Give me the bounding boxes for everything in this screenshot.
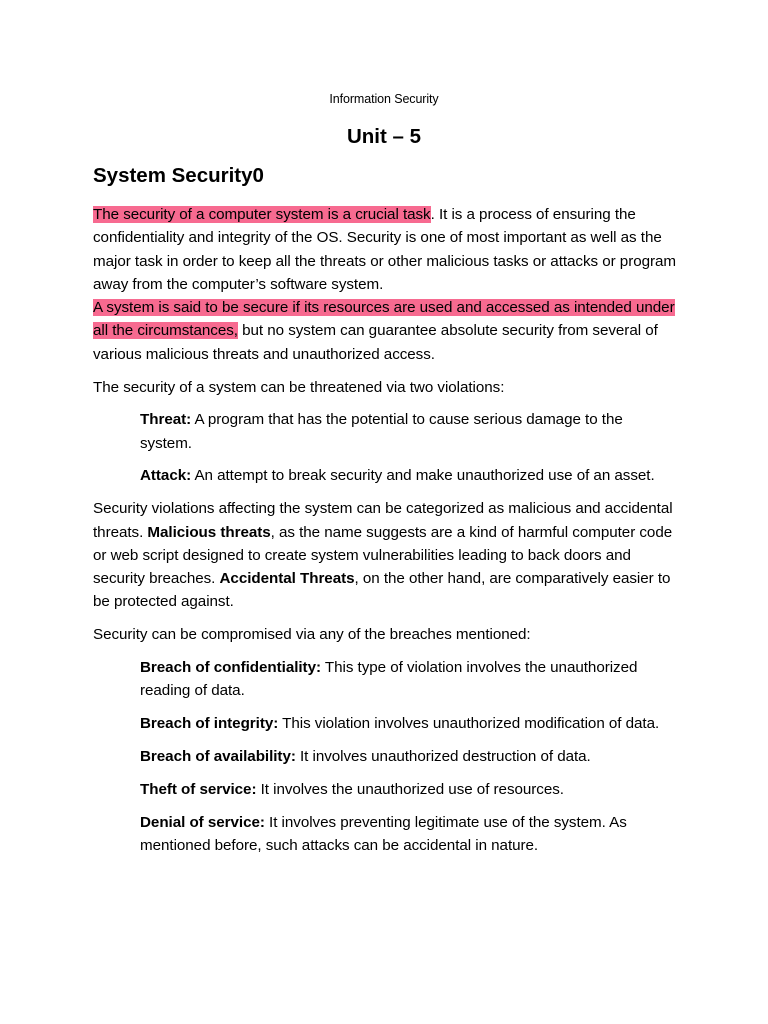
highlighted-text: The security of a computer system is a crucial task [93, 206, 431, 223]
page-header: Information Security [329, 92, 439, 106]
violation-desc: An attempt to break security and make unauthorized use of an asset. [191, 467, 655, 485]
section-title: System Security0 [93, 164, 264, 187]
breach-desc: This violation involves unauthorized modification of data. [278, 715, 660, 733]
breach-item-theft-of-service [140, 778, 678, 801]
bold-term: Malicious threats [147, 523, 271, 541]
breach-term: Breach of integrity: [140, 715, 279, 733]
violation-desc: A program that has the potential to cause serious damage to the system. [140, 411, 623, 452]
paragraph-text: but no system can guarantee absolute security from several of various malicious threats and unauthorized access. [93, 322, 658, 363]
breach-desc: It involves the unauthorized use of resources. [256, 780, 564, 798]
breach-term: Breach of availability: [140, 747, 296, 765]
paragraph-text: , as the name suggests are a kind of harmful computer code or web script designed to create system vulnerabilities leading to back doors and security breaches. [93, 523, 673, 588]
bold-term: Accidental Threats [219, 570, 355, 588]
breach-desc: It involves unauthorized destruction of data. [295, 747, 591, 765]
paragraph-text: . It is a process of ensuring the confidentiality and integrity of the OS. Security is one of most important as well as the major task in order to keep all the threats or other malicious tasks or attacks or program away from the computer’s software system. [93, 206, 677, 293]
highlighted-text: A system is said to be secure if its resources are used and accessed as intended under all the circumstances, [93, 299, 675, 340]
document-body [93, 203, 678, 867]
breach-term: Breach of confidentiality: [140, 659, 321, 677]
intro-paragraph [93, 203, 678, 366]
violation-term: Attack: [140, 467, 192, 485]
paragraph-text: Security violations affecting the system can be categorized as malicious and accidental threats. [93, 500, 673, 541]
violations-intro: The security of a system can be threatened via two violations: [93, 378, 505, 396]
breach-item-denial-of-service [140, 811, 678, 858]
breach-desc: This type of violation involves the unauthorized reading of data. [140, 659, 638, 700]
violation-term: Threat: [140, 411, 192, 429]
violation-item-attack [140, 464, 678, 487]
breach-item-availability [140, 745, 678, 768]
breach-item-confidentiality [140, 656, 678, 703]
breaches-intro: Security can be compromised via any of the breaches mentioned: [93, 626, 531, 644]
paragraph-text: , on the other hand, are comparatively easier to be protected against. [93, 570, 671, 611]
unit-heading: Unit – 5 [346, 125, 422, 148]
breach-desc: It involves preventing legitimate use of the system. As mentioned before, such attacks can be accidental in nature. [140, 813, 627, 854]
breach-item-integrity [140, 712, 678, 735]
violation-item-threat [140, 408, 678, 455]
breach-term: Denial of service: [140, 813, 265, 831]
threats-paragraph [93, 497, 678, 613]
breach-term: Theft of service: [140, 780, 257, 798]
